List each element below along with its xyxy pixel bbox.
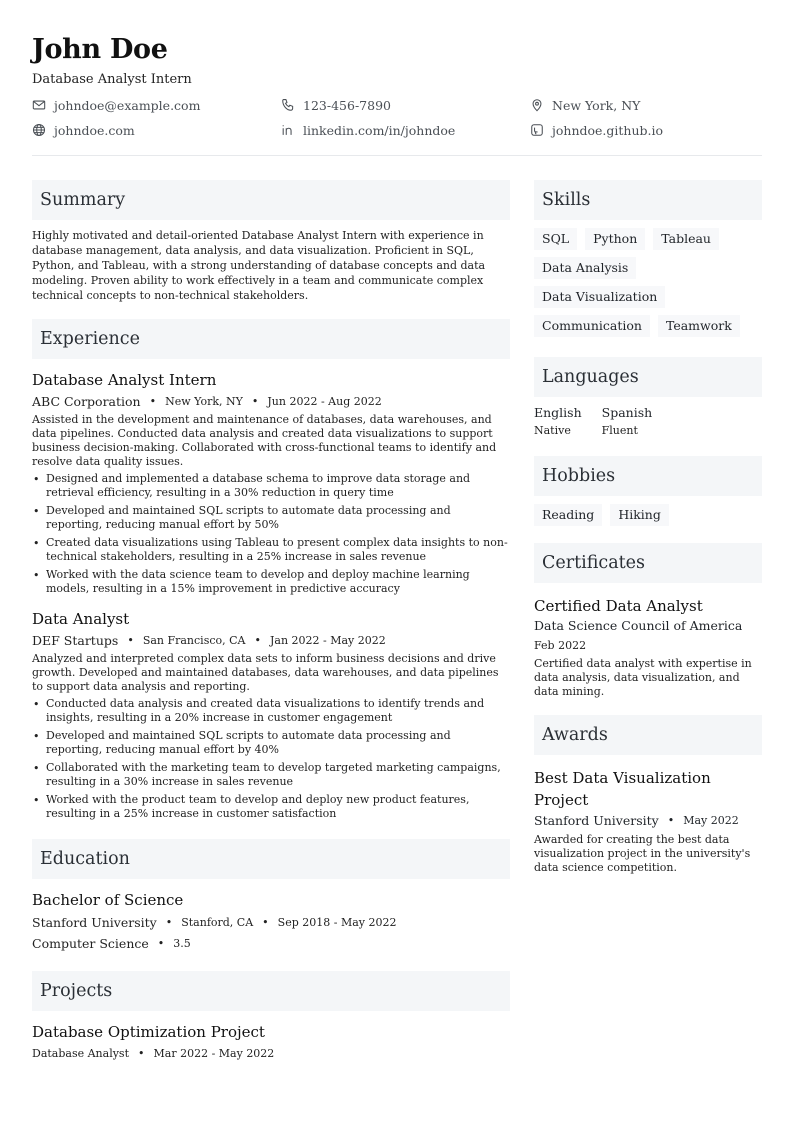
language-item <box>534 405 582 437</box>
job-description: Assisted in the development and maintenance of databases, data warehouses, and data pipelines. Conducted data analysis and created data visualizations to support business decision-making. Collaborated with cross-functional teams to identify and resolve data quality issues. <box>32 413 497 468</box>
mail-icon <box>32 98 46 112</box>
projects-heading: Projects <box>32 971 510 1011</box>
contact-email-text: johndoe@example.com <box>54 97 201 113</box>
project-title: Database Optimization Project <box>32 1023 265 1041</box>
candidate-headline: Database Analyst Intern <box>32 72 192 87</box>
project-meta <box>32 1047 510 1060</box>
job-bullet: • Developed and maintained SQL scripts to automate data processing and reporting, reducing manual effort by 40% <box>32 729 510 757</box>
job-bullet: • Worked with the product team to develop and deploy new product features, resulting in a 25% increase in customer satisfaction <box>32 793 510 821</box>
main-column <box>32 180 510 1060</box>
language-level: Native <box>534 424 571 437</box>
contact-linkedin-text: linkedin.com/in/johndoe <box>303 122 456 138</box>
education-heading: Education <box>32 839 510 879</box>
education-dates: Sep 2018 - May 2022 <box>277 916 397 929</box>
contact-linkedin[interactable] <box>281 122 530 138</box>
certificate-description: Certified data analyst with expertise in data analysis, data visualization, and data mining. <box>534 657 752 698</box>
contact-github[interactable] <box>530 122 762 138</box>
separator-dot: • <box>149 395 157 408</box>
project-item <box>32 1023 510 1060</box>
job-location: New York, NY <box>165 395 243 408</box>
contact-website[interactable] <box>32 122 281 138</box>
sidebar-column <box>534 180 762 875</box>
job-dates: Jun 2022 - Aug 2022 <box>267 395 382 408</box>
job-company: DEF Startups <box>32 633 119 648</box>
project-role: Database Analyst <box>32 1047 129 1060</box>
header-divider <box>32 155 762 156</box>
separator-dot: • <box>251 395 259 408</box>
hobby-chip: Hiking <box>610 504 669 526</box>
separator-dot: • <box>157 937 165 950</box>
resume-header <box>32 34 762 138</box>
award-meta <box>534 813 762 828</box>
job-bullet: • Designed and implemented a database schema to improve data storage and retrieval efficiency, resulting in a 30% reduction in query time <box>32 472 510 500</box>
gpa-value: 3.5 <box>173 937 191 950</box>
certificate-issuer: Data Science Council of America <box>534 618 743 633</box>
linkedin-icon <box>281 123 295 137</box>
job-meta <box>32 394 510 409</box>
separator-dot: • <box>262 916 269 929</box>
award-issuer: Stanford University <box>534 813 659 828</box>
award-item <box>534 767 762 875</box>
job-bullets <box>32 697 510 821</box>
contact-list <box>32 97 762 138</box>
job-title: Database Analyst Intern <box>32 371 217 389</box>
certificates-heading: Certificates <box>534 543 762 583</box>
certificate-date: Feb 2022 <box>534 639 587 652</box>
project-dates: Mar 2022 - May 2022 <box>153 1047 275 1060</box>
job-dates: Jan 2022 - May 2022 <box>269 634 386 647</box>
separator-dot: • <box>254 634 261 647</box>
job-bullets <box>32 472 510 596</box>
separator-dot: • <box>127 634 134 647</box>
separator-dot: • <box>165 916 173 929</box>
certificate-item <box>534 595 762 699</box>
skill-chip: Tableau <box>653 228 719 250</box>
skill-chip: Python <box>585 228 645 250</box>
experience-item <box>32 610 510 821</box>
language-name: Spanish <box>601 405 653 420</box>
contact-location-text: New York, NY <box>552 97 641 113</box>
contact-location <box>530 97 762 113</box>
award-date: May 2022 <box>683 814 739 827</box>
contact-phone[interactable] <box>281 97 530 113</box>
skill-chip: Teamwork <box>658 315 740 337</box>
job-bullet: • Developed and maintained SQL scripts to automate data processing and reporting, reducing manual effort by 50% <box>32 504 510 532</box>
job-bullet: • Conducted data analysis and created data visualizations to identify trends and insights, resulting in a 20% increase in customer engagement <box>32 697 510 725</box>
award-description: Awarded for creating the best data visualization project in the university's data science competition. <box>534 833 751 874</box>
school-location: Stanford, CA <box>181 916 254 929</box>
skill-chip: Data Analysis <box>534 257 636 279</box>
language-item <box>602 405 653 437</box>
contact-github-text: johndoe.github.io <box>552 122 664 138</box>
skills-list <box>534 228 762 337</box>
candidate-name: John Doe <box>32 34 168 65</box>
job-bullet: • Collaborated with the marketing team to develop targeted marketing campaigns, resulting in a 30% increase in sales revenue <box>32 761 510 789</box>
field-of-study: Computer Science <box>32 936 149 951</box>
job-bullet: • Created data visualizations using Tableau to present complex data insights to non-technical stakeholders, resulting in a 25% increase in sales revenue <box>32 536 510 564</box>
job-title: Data Analyst <box>32 610 130 628</box>
contact-email[interactable] <box>32 97 281 113</box>
globe-icon <box>32 123 46 137</box>
experience-heading: Experience <box>32 319 510 359</box>
separator-dot: • <box>667 814 675 827</box>
education-field-line <box>32 936 510 951</box>
contact-website-text: johndoe.com <box>54 122 135 138</box>
school-name: Stanford University <box>32 915 157 930</box>
hobbies-list <box>534 504 762 526</box>
experience-item <box>32 371 510 596</box>
job-company: ABC Corporation <box>32 394 141 409</box>
hobby-chip: Reading <box>534 504 602 526</box>
job-bullet: • Worked with the data science team to develop and deploy machine learning models, resulting in a 15% improvement in predictive accuracy <box>32 568 510 596</box>
location-icon <box>530 98 544 112</box>
job-meta <box>32 633 510 648</box>
phone-icon <box>281 98 295 112</box>
skill-chip: Data Visualization <box>534 286 665 308</box>
job-description: Analyzed and interpreted complex data sets to inform business decisions and drive growth. Developed and maintained databases, data warehouses, and data pipelines to support data analysis and reporting. <box>32 652 499 693</box>
education-meta <box>32 915 510 930</box>
languages-heading: Languages <box>534 357 762 397</box>
language-name: English <box>534 405 582 420</box>
degree-title: Bachelor of Science <box>32 891 184 909</box>
separator-dot: • <box>138 1047 145 1060</box>
skill-chip: Communication <box>534 315 650 337</box>
skills-heading: Skills <box>534 180 762 220</box>
languages-list <box>534 405 762 437</box>
job-location: San Francisco, CA <box>142 634 246 647</box>
github-icon <box>530 123 544 137</box>
summary-heading: Summary <box>32 180 510 220</box>
award-title: Best Data Visualization Project <box>534 769 711 809</box>
hobbies-heading: Hobbies <box>534 456 762 496</box>
awards-heading: Awards <box>534 715 762 755</box>
certificate-title: Certified Data Analyst <box>534 597 703 615</box>
education-item <box>32 891 510 951</box>
language-level: Fluent <box>601 424 638 437</box>
summary-text: Highly motivated and detail-oriented Database Analyst Intern with experience in database management, data analysis, and data visualization. Proficient in SQL, Python, and Tableau, with a strong understanding of database concepts and data modeling. Proven ability to work effectively in a team and communicate complex technical concepts to non-technical stakeholders. <box>32 229 486 302</box>
contact-phone-text: 123-456-7890 <box>303 97 391 113</box>
skill-chip: SQL <box>534 228 577 250</box>
